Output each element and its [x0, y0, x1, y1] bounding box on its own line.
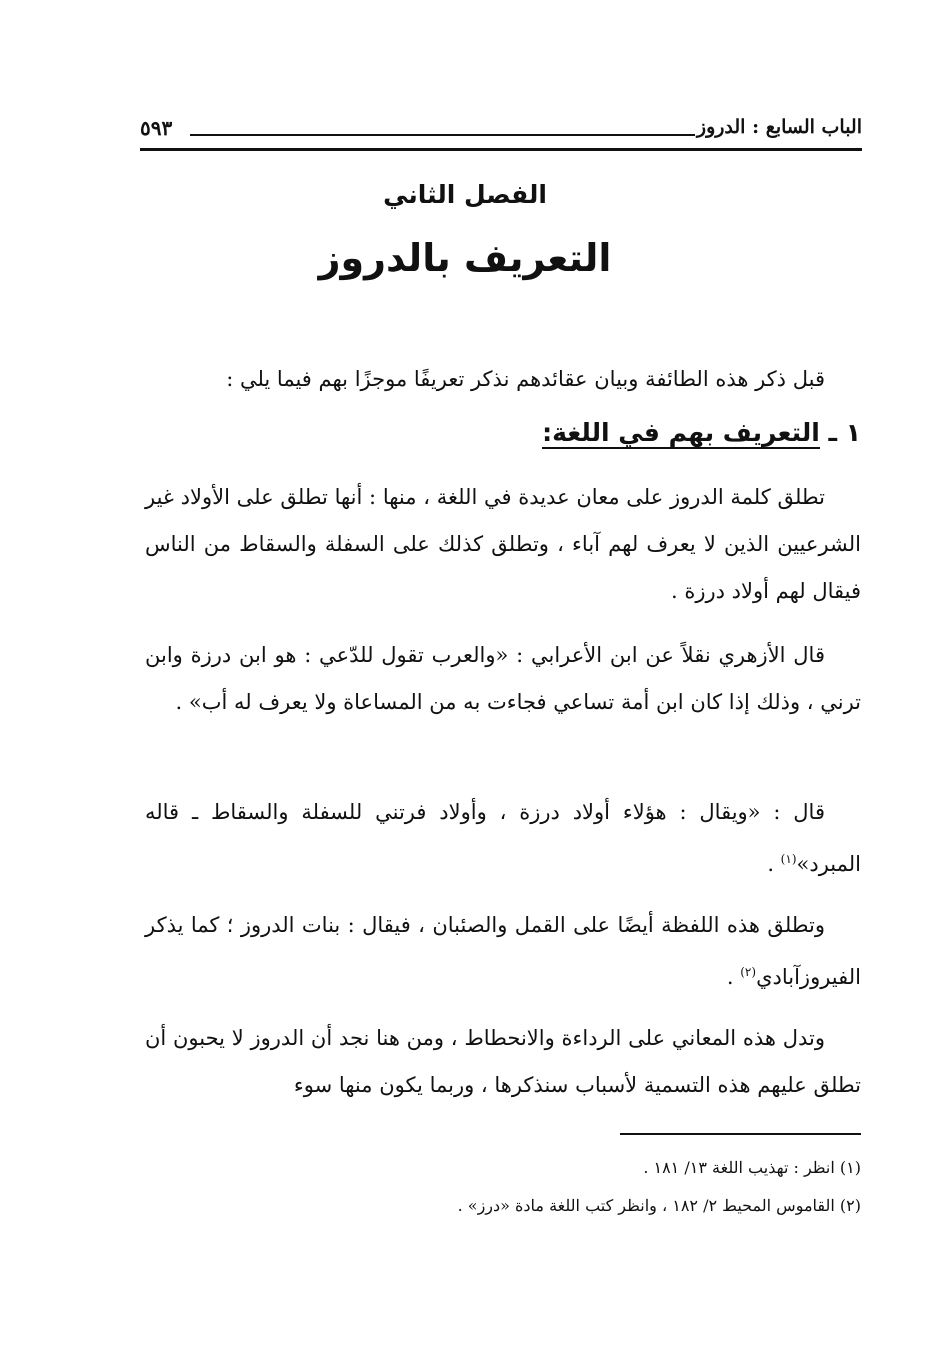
subheading — [145, 418, 861, 447]
running-header — [140, 112, 862, 152]
paragraph-4 — [145, 902, 861, 1001]
footnote-ref-2: (٢) — [740, 965, 757, 979]
paragraph-4-text: وتطلق هذه اللفظة أيضًا على القمل والصئبان ، فيقال : بنات الدروز ؛ كما يذكر الفيروزآبادي — [145, 913, 861, 989]
intro-paragraph: قبل ذكر هذه الطائفة وبيان عقائدهم نذكر تعريفًا موجزًا بهم فيما يلي : — [226, 367, 825, 391]
paragraph-5: وتدل هذه المعاني على الرداءة والانحطاط ، ومن هنا نجد أن الدروز لا يحبون أن تطلق عليهم هذه التسمية لأسباب سنذكرها ، وربما يكون منها سوء — [145, 1026, 861, 1097]
section-label: الفصل الثاني — [383, 180, 547, 209]
paragraph-4-end: . — [726, 965, 741, 989]
page-number: ٥٩٣ — [140, 116, 173, 140]
subheading-text: التعريف بهم في اللغة: — [542, 418, 820, 447]
section-title: التعريف بالدروز — [318, 236, 612, 280]
paragraph-3-end: . — [767, 852, 781, 876]
footnote-ref-1: (١) — [780, 852, 797, 866]
footnote-2: (٢) القاموس المحيط ٢/ ١٨٢ ، وانظر كتب اللغة مادة «درز» . — [457, 1196, 861, 1215]
footnote-1: (١) انظر : تهذيب اللغة ١٣/ ١٨١ . — [643, 1158, 861, 1177]
footnote-separator — [620, 1133, 861, 1135]
chapter-title: الباب السابع : الدروز — [696, 116, 862, 138]
paragraph-3 — [145, 789, 861, 888]
subheading-number: ١ ـ — [819, 418, 861, 447]
header-rule-short — [190, 134, 695, 136]
paragraph-1: تطلق كلمة الدروز على معان عديدة في اللغة ، منها : أنها تطلق على الأولاد غير الشرعيين الذين لا يعرف لهم آباء ، وتطلق كذلك على السفلة والسقاط من الناس فيقال لهم أولاد درزة . — [145, 485, 861, 603]
header-rule — [140, 148, 862, 151]
paragraph-2: قال الأزهري نقلاً عن ابن الأعرابي : «والعرب تقول للدّعي : هو ابن درزة وابن ترني ، وذلك إذا كان ابن أمة تساعي فجاءت به من المساعاة ولا يعرف له أب» . — [145, 643, 861, 714]
paragraph-3-text: قال : «ويقال : هؤلاء أولاد درزة ، وأولاد فرتني للسفلة والسقاط ـ قاله المبرد» — [145, 800, 861, 876]
